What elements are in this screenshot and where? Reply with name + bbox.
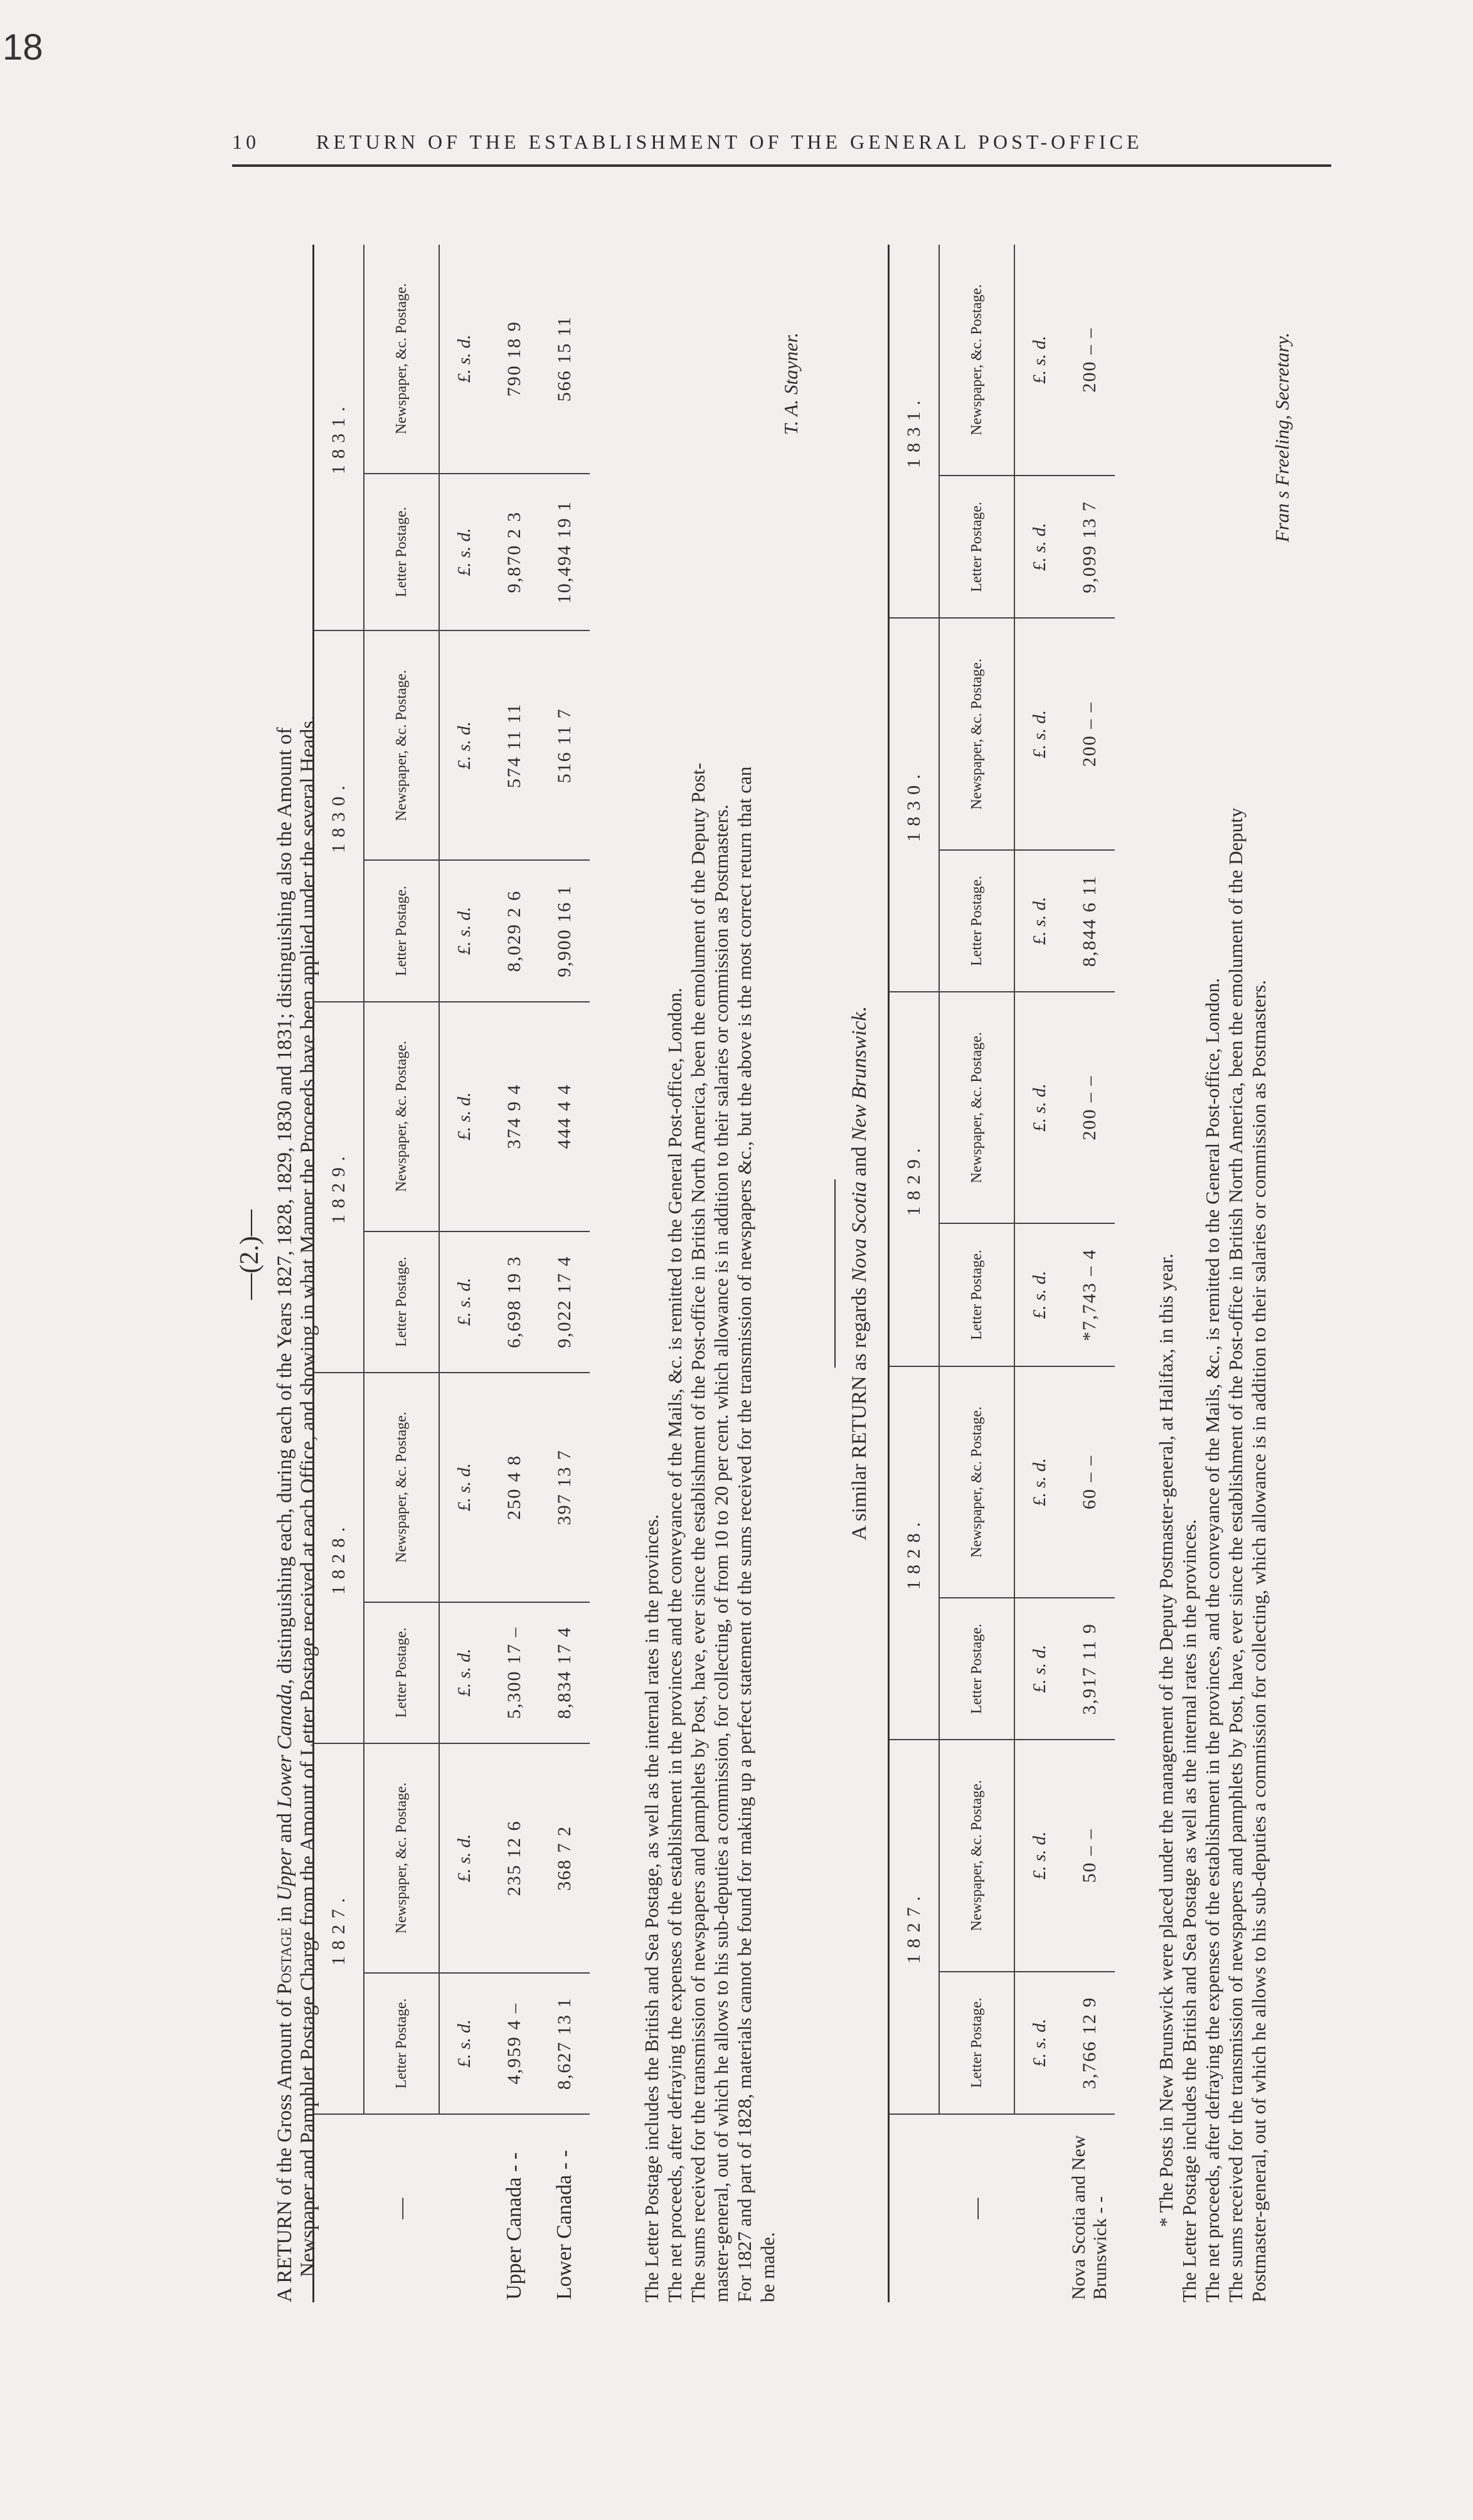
value-cell: 9,900 16 1 [540,860,590,1001]
intro-text-c: , distinguishing each, during each of the Years 1827, 1828, 1829, 1830 and 1831; distinguishing also the Amount of [274,727,296,1684]
unit-header: £. s. d. [439,1973,489,2114]
value-cell: 200 – – [1065,619,1115,851]
col-header-newspaper: Newspaper, &c. Postage. [939,619,1014,851]
col-header-letter: Letter Postage. [364,1602,439,1743]
unit-header: £. s. d. [1014,1366,1065,1598]
col-header-letter: Letter Postage. [364,1231,439,1373]
value-cell: 8,834 17 4 [540,1602,590,1743]
col-header-letter: Letter Postage. [364,860,439,1001]
value-cell: 3,766 12 9 [1065,1972,1115,2114]
value-cell: 9,099 13 7 [1065,476,1115,618]
value-cell: 60 – – [1065,1366,1115,1598]
unit-header: £. s. d. [439,1231,489,1373]
value-cell: 8,627 13 1 [540,1973,590,2114]
page-number: 18 [3,27,43,68]
note-line: The sums received for the transmission of newspapers and pamphlets by Post, have, ever since the establishment of the Post-office in British North America, been the emolument of the Deputy [1225,807,1247,2302]
separator-rule [834,1179,836,1368]
year-header: 1829. [314,1002,364,1373]
note-line: The Letter Postage includes the British and Sea Postage as well as the internal rates in the provinces. [1178,1519,1200,2302]
similar-place1: Nova Scotia [848,1181,871,1282]
unit-header: £. s. d. [1014,1223,1065,1366]
note-line: The Letter Postage includes the British and Sea Postage, as well as the internal rates in the provinces. [641,1514,662,2302]
col-header-letter: Letter Postage. [939,1598,1014,1740]
value-cell: 3,917 11 9 [1065,1598,1115,1740]
col-header-letter: Letter Postage. [939,1972,1014,2114]
running-title: RETURN OF THE ESTABLISHMENT OF THE GENERAL POST-OFFICE [316,130,1143,153]
table-row [489,245,540,2302]
year-header: 1827. [314,1743,364,2114]
similar-place2: New Brunswick [848,1011,871,1142]
canada-notes [640,245,802,2302]
value-cell: 9,870 2 3 [489,474,540,631]
col-header-newspaper: Newspaper, &c. Postage. [364,1743,439,1973]
year-header: 1830. [889,619,939,992]
col-header-letter: Letter Postage. [939,850,1014,992]
book-page-number: 10 [232,130,260,153]
value-cell: 8,844 6 11 [1065,850,1115,992]
year-header: 1830. [314,630,364,1001]
year-header: 1829. [889,992,939,1366]
note-line: master-general, out of which he allows to his sub-deputies a commission, for collecting, of from 10 to 20 per cent. which allowance is in addition to their salaries or commission as Postmasters. [710,804,732,2302]
note-line: For 1827 and part of 1828, materials cannot be found for making up a perfect statement of the sums received for the transmission of newspapers &c., but the above is the most correct return that can [733,766,755,2302]
unit-header: £. s. d. [1014,1972,1065,2114]
header-rule [232,164,1331,167]
col-header-letter: Letter Postage. [939,1223,1014,1366]
year-header: 1831. [889,245,939,619]
running-header [232,130,1330,154]
col-header-letter: Letter Postage. [364,474,439,631]
col-header-newspaper: Newspaper, &c. Postage. [939,245,1014,476]
signature-stayner: T. A. Stayner. [780,332,802,435]
similar-and: and [848,1141,871,1182]
corner-cell: — [314,2114,489,2302]
note-line: The net proceeds, after defraying the expenses of the establishment in the provinces, and the conveyance of the Mails, &c., is remitted to the General Post-office, London. [1201,977,1223,2302]
intro-line2: Newspaper and Pamphlet Postage Charge from the Amount of Letter Postage received at each Office, and showing in what Manner the Proceeds have been applied under the several Heads. [297,715,319,2277]
note-line: Postmaster-general, out of which he allows to his sub-deputies a commission for collecting, which allowance is in addition to their salaries or commission as Postmasters. [1248,980,1270,2302]
note-line: be made. [757,2232,779,2302]
note-line: The sums received for the transmission of newspapers and pamphlets by Post, have, ever since the establishment of the Post-office in British North America, been the emolument of the Deputy Post- [687,763,709,2302]
footnote-new-brunswick: * The Posts in New Brunswick were placed under the management of the Deputy Postmaster-general, at Halifax, in this year. [1155,1253,1177,2227]
year-header: 1831. [314,245,364,630]
note-line: The net proceeds, after defraying the expenses of the establishment in the provinces and the conveyance of the Mails, &c. is remitted to the General Post-office, London. [664,987,686,2302]
value-cell: 516 11 7 [540,630,590,860]
value-cell: 8,029 2 6 [489,860,540,1001]
corner-cell: — [889,2114,1065,2302]
unit-header: £. s. d. [439,630,489,860]
canada-return-table [312,245,590,2302]
value-cell: 566 15 11 [540,245,590,474]
unit-header: £. s. d. [1014,619,1065,851]
intro-and: and [274,1807,296,1848]
section-number: —(2.)— [235,1209,264,1300]
value-cell: 200 – – [1065,992,1115,1224]
value-cell: 10,494 19 1 [540,474,590,631]
table-row [1065,245,1115,2302]
similar-return-heading [834,245,871,2302]
value-cell: 574 11 11 [489,630,540,860]
unit-header: £. s. d. [439,245,489,474]
unit-header: £. s. d. [1014,1598,1065,1740]
intro-text-a: A RETURN of the Gross Amount of [274,1994,296,2302]
intro-text-b: in [274,1901,296,1928]
value-cell: 250 4 8 [489,1373,540,1602]
unit-header: £. s. d. [439,1373,489,1602]
unit-header: £. s. d. [439,1002,489,1231]
value-cell: 4,959 4 – [489,1973,540,2114]
value-cell: 5,300 17 – [489,1602,540,1743]
value-cell: 50 – – [1065,1740,1115,1972]
value-cell: *7,743 – 4 [1065,1223,1115,1366]
year-header: 1828. [314,1373,364,1743]
intro-upper: Upper [274,1847,296,1901]
rotated-content [232,194,1336,2315]
unit-header: £. s. d. [439,474,489,631]
intro-postage: Postage [274,1927,296,1995]
col-header-letter: Letter Postage. [364,1973,439,2114]
value-cell: 790 18 9 [489,245,540,474]
value-cell: 397 13 7 [540,1373,590,1602]
unit-header: £. s. d. [1014,476,1065,618]
value-cell: 235 12 6 [489,1743,540,1973]
value-cell: 9,022 17 4 [540,1231,590,1373]
col-header-newspaper: Newspaper, &c. Postage. [939,1740,1014,1972]
value-cell: 200 – – [1065,245,1115,476]
col-header-newspaper: Newspaper, &c. Postage. [939,1366,1014,1598]
value-cell: 6,698 19 3 [489,1231,540,1373]
value-cell: 368 7 2 [540,1743,590,1973]
year-header: 1827. [889,1740,939,2114]
col-header-newspaper: Newspaper, &c. Postage. [364,1002,439,1231]
row-label-lower-canada: Lower Canada - - [552,2150,576,2300]
signature-freeling: Fran s Freeling, Secretary. [1271,332,1293,543]
year-header: 1828. [889,1366,939,1740]
unit-header: £. s. d. [1014,245,1065,476]
similar-end: . [848,1006,871,1012]
table-row [540,245,590,2302]
unit-header: £. s. d. [1014,992,1065,1224]
value-cell: 374 9 4 [489,1002,540,1231]
intro-lower: Lower Canada [274,1684,296,1808]
unit-header: £. s. d. [439,860,489,1001]
col-header-newspaper: Newspaper, &c. Postage. [939,992,1014,1224]
col-header-newspaper: Newspaper, &c. Postage. [364,1373,439,1602]
unit-header: £. s. d. [439,1602,489,1743]
unit-header: £. s. d. [439,1743,489,1973]
row-label-nova-scotia: Nova Scotia and New Brunswick - - [1068,2135,1110,2300]
value-cell: 444 4 4 [540,1002,590,1231]
col-header-newspaper: Newspaper, &c. Postage. [364,245,439,474]
nova-scotia-return-table [888,245,1115,2302]
nova-scotia-notes [1154,245,1294,2302]
col-header-newspaper: Newspaper, &c. Postage. [364,630,439,860]
col-header-letter: Letter Postage. [939,476,1014,618]
unit-header: £. s. d. [1014,850,1065,992]
similar-text: A similar RETURN as regards [848,1282,871,1541]
row-label-upper-canada: Upper Canada - - [502,2152,526,2300]
unit-header: £. s. d. [1014,1740,1065,1972]
